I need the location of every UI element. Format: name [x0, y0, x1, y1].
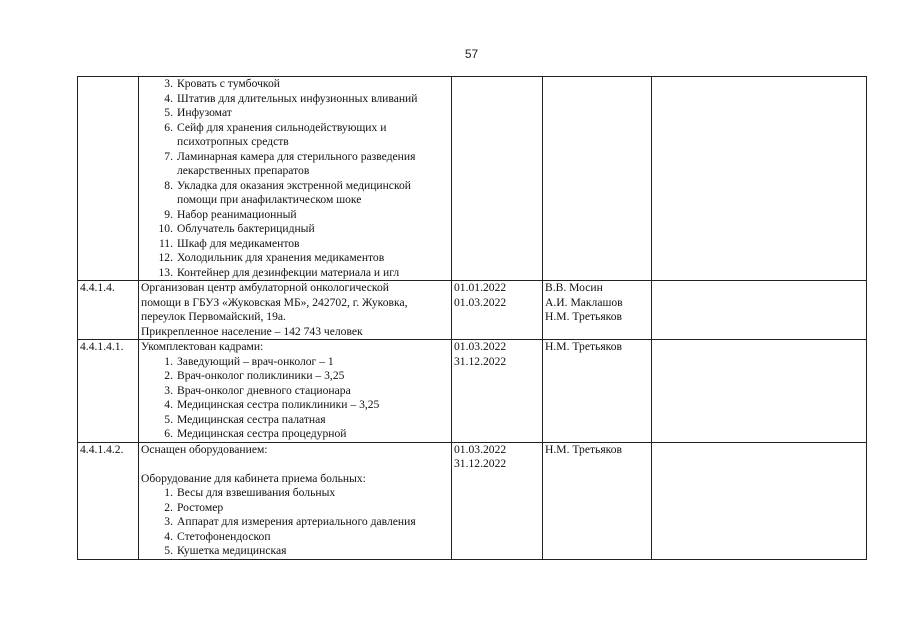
list-item-text: Медицинская сестра палатная	[177, 412, 326, 426]
responsible-cell	[543, 442, 652, 559]
list-item-number: 3.	[164, 383, 173, 397]
dates-cell	[452, 77, 543, 281]
list-item-number: 9.	[164, 207, 173, 221]
list-item	[141, 222, 449, 237]
list-item-text: Врач-онколог поликлиники – 3,25	[177, 369, 345, 382]
table-row	[78, 77, 867, 281]
list-item-number: 13.	[158, 265, 173, 279]
dates-cell	[452, 442, 543, 559]
list-item	[141, 515, 449, 530]
result-cell	[652, 77, 867, 281]
responsible-cell	[543, 281, 652, 340]
event-text-line: Оборудование для кабинета приема больных:	[141, 471, 366, 485]
list-item	[141, 77, 449, 92]
event-cell	[139, 340, 452, 443]
responsible-person: Н.М. Третьяков	[545, 442, 622, 456]
row-number: 4.4.1.4.1.	[78, 340, 139, 443]
list-item-text: Ламинарная камера для стерильного разведения лекарственных препаратов	[177, 149, 416, 177]
date-value: 31.12.2022	[454, 457, 507, 470]
list-item-text: Облучатель бактерицидный	[177, 222, 315, 235]
list-item-text: Штатив для длительных инфузионных вливаний	[177, 91, 418, 105]
list-item-text: Медицинская сестра поликлиники – 3,25	[177, 398, 380, 411]
list-item-number: 5.	[164, 412, 173, 426]
list-item-number: 12.	[158, 251, 173, 264]
list-item	[141, 251, 449, 266]
list-item-number: 6.	[164, 120, 173, 134]
row-number	[78, 77, 139, 281]
list-item-number: 4.	[164, 398, 173, 411]
list-item	[141, 427, 449, 442]
dates-cell	[452, 340, 543, 443]
event-text-line: Укомплектован кадрами:	[141, 340, 264, 353]
responsible-cell	[543, 340, 652, 443]
list-item	[141, 530, 449, 545]
list-item	[141, 92, 449, 107]
list-item-text: Стетофонендоскоп	[177, 529, 271, 543]
event-cell	[139, 77, 452, 281]
list-item-text: Сейф для хранения сильнодействующих и психотропных средств	[177, 120, 387, 148]
date-value: 01.03.2022	[454, 295, 507, 309]
event-text-line	[141, 457, 449, 472]
list-item-number: 6.	[164, 427, 173, 440]
plan-table-body	[78, 77, 867, 560]
list-item-text: Холодильник для хранения медикаментов	[177, 251, 385, 264]
list-item-text: Укладка для оказания экстренной медицинской помощи при анафилактическом шоке	[177, 178, 411, 206]
list-item-text: Аппарат для измерения артериального давления	[177, 515, 416, 528]
list-item	[141, 544, 449, 559]
numbered-list	[141, 77, 449, 280]
numbered-list	[141, 486, 449, 559]
list-item-number: 4.	[164, 91, 173, 105]
list-item	[141, 398, 449, 413]
list-item-number: 2.	[164, 500, 173, 514]
date-value: 01.01.2022	[454, 281, 507, 294]
result-cell	[652, 281, 867, 340]
list-item-text: Кровать с тумбочкой	[177, 77, 280, 90]
list-item	[141, 237, 449, 252]
date-value: 01.03.2022	[454, 340, 507, 353]
responsible-person: В.В. Мосин	[545, 281, 603, 294]
list-item-text: Контейнер для дезинфекции материала и игл	[177, 265, 400, 279]
table-row	[78, 281, 867, 340]
list-item-number: 10.	[158, 222, 173, 235]
numbered-list	[141, 355, 449, 442]
list-item	[141, 369, 449, 384]
list-item-number: 5.	[164, 106, 173, 119]
event-cell	[139, 281, 452, 340]
list-item-number: 7.	[164, 149, 173, 163]
list-item-text: Набор реанимационный	[177, 207, 297, 221]
list-item-number: 8.	[164, 178, 173, 192]
list-item	[141, 355, 449, 370]
date-value: 01.03.2022	[454, 442, 507, 456]
result-cell	[652, 340, 867, 443]
list-item-text: Ростомер	[177, 500, 224, 514]
event-text-line: Организован центр амбулаторной онкологической	[141, 281, 389, 294]
event-text-line: Прикрепленное население – 142 743 человек	[141, 324, 363, 338]
list-item	[141, 486, 449, 501]
list-item	[141, 208, 449, 223]
list-item-text: Медицинская сестра процедурной	[177, 427, 347, 440]
list-item-number: 1.	[164, 486, 173, 499]
date-value: 31.12.2022	[454, 354, 507, 368]
responsible-person: А.И. Маклашов	[545, 295, 623, 309]
table-row	[78, 340, 867, 443]
list-item-text: Заведующий – врач-онколог – 1	[177, 354, 334, 368]
list-item	[141, 150, 449, 179]
list-item	[141, 121, 449, 150]
list-item-number: 4.	[164, 529, 173, 543]
list-item-text: Врач-онколог дневного стационара	[177, 383, 351, 397]
event-cell	[139, 442, 452, 559]
list-item-number: 11.	[158, 236, 173, 250]
event-text-line: помощи в ГБУЗ «Жуковская МБ», 242702, г. Жуковка,	[141, 295, 408, 309]
list-item-number: 2.	[164, 369, 173, 382]
list-item-number: 5.	[164, 544, 173, 557]
list-item	[141, 384, 449, 399]
result-cell	[652, 442, 867, 559]
list-item	[141, 179, 449, 208]
plan-table	[77, 76, 867, 560]
responsible-cell	[543, 77, 652, 281]
list-item	[141, 106, 449, 121]
table-row	[78, 442, 867, 559]
list-item-number: 1.	[164, 354, 173, 368]
list-item-text: Весы для взвешивания больных	[177, 486, 336, 499]
list-item-text: Инфузомат	[177, 106, 232, 119]
responsible-person: Н.М. Третьяков	[545, 310, 622, 323]
list-item-text: Шкаф для медикаментов	[177, 236, 300, 250]
list-item-number: 3.	[164, 515, 173, 528]
event-text-line: переулок Первомайский, 19а.	[141, 310, 286, 323]
dates-cell	[452, 281, 543, 340]
list-item	[141, 501, 449, 516]
event-text-line: Оснащен оборудованием:	[141, 442, 268, 456]
responsible-person: Н.М. Третьяков	[545, 340, 622, 353]
page-number: 57	[464, 47, 479, 61]
row-number: 4.4.1.4.	[78, 281, 139, 340]
list-item	[141, 413, 449, 428]
list-item-text: Кушетка медицинская	[177, 544, 287, 557]
list-item-number: 3.	[164, 77, 173, 90]
row-number: 4.4.1.4.2.	[78, 442, 139, 559]
list-item	[141, 266, 449, 281]
